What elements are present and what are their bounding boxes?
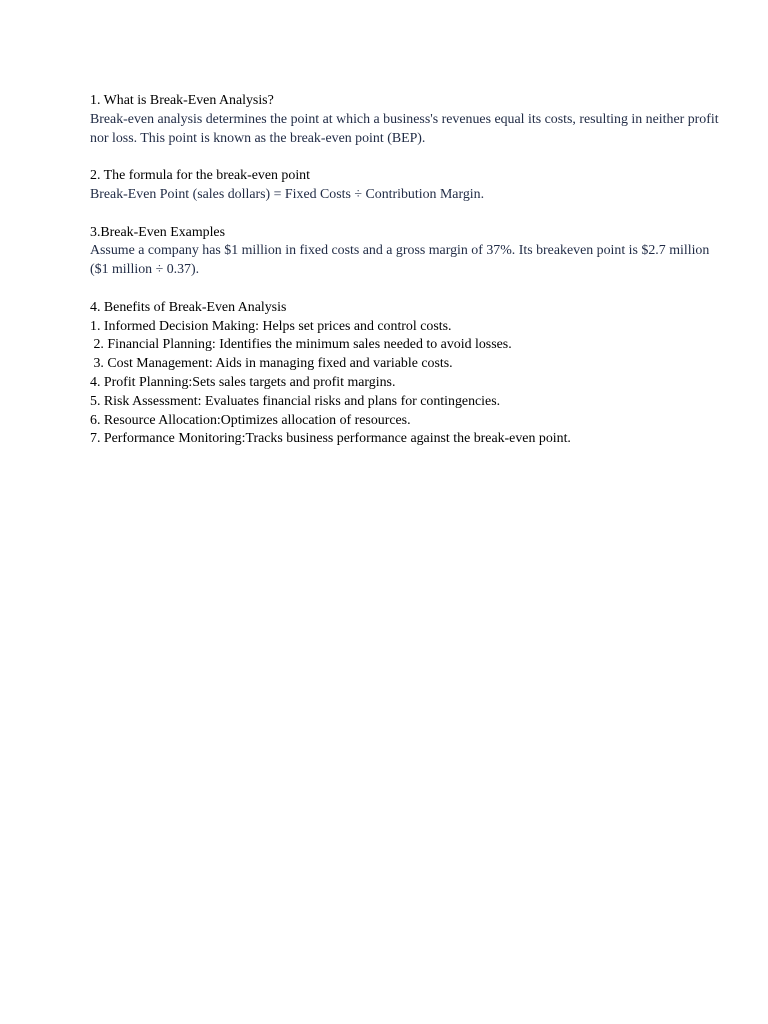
list-item: 2. Financial Planning: Identifies the minimum sales needed to avoid losses. bbox=[90, 337, 512, 353]
list-item: 7. Performance Monitoring:Tracks business performance against the break-even point. bbox=[90, 431, 571, 447]
document-page bbox=[90, 92, 730, 468]
list-item: 5. Risk Assessment: Evaluates financial risks and plans for contingencies. bbox=[90, 393, 501, 409]
section-heading: 1. What is Break-Even Analysis? bbox=[90, 93, 274, 108]
list-item: 3. Cost Management: Aids in managing fixed and variable costs. bbox=[90, 356, 453, 372]
section-formula bbox=[90, 167, 730, 205]
section-body: Assume a company has $1 million in fixed costs and a gross margin of 37%. Its breakeven point is $2.7 million ($1 million ÷ 0.37). bbox=[90, 243, 713, 278]
section-examples bbox=[90, 224, 730, 280]
section-what-is bbox=[90, 92, 730, 148]
section-heading: 4. Benefits of Break-Even Analysis bbox=[90, 299, 287, 315]
section-heading: 3.Break-Even Examples bbox=[90, 224, 225, 240]
section-heading: 2. The formula for the break-even point bbox=[90, 168, 310, 184]
list-item: 1. Informed Decision Making: Helps set prices and control costs. bbox=[90, 318, 452, 334]
list-item: 4. Profit Planning:Sets sales targets and profit margins. bbox=[90, 374, 396, 390]
list-item: 6. Resource Allocation:Optimizes allocation of resources. bbox=[90, 412, 411, 428]
section-body: Break-Even Point (sales dollars) = Fixed Costs ÷ Contribution Margin. bbox=[90, 186, 485, 202]
section-benefits bbox=[90, 299, 730, 449]
section-body: Break-even analysis determines the point at which a business's revenues equal its costs, resulting in neither profit nor loss. This point is known as the break-even point (BEP). bbox=[90, 111, 723, 146]
